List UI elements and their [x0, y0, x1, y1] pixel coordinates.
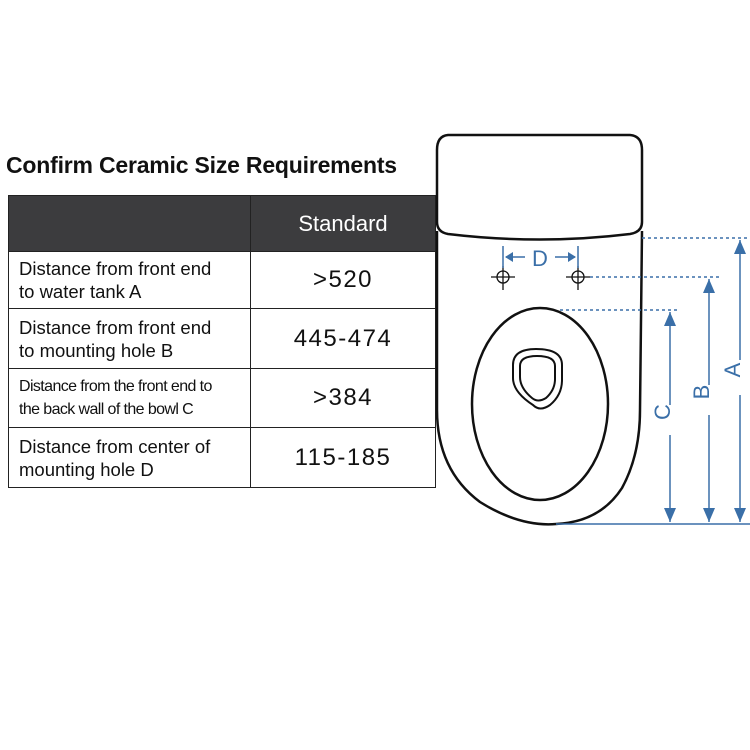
row-label-line2: to water tank A — [19, 281, 142, 302]
dimension-label-c: C — [650, 404, 675, 420]
row-value: >384 — [251, 369, 436, 428]
toilet-outline — [437, 135, 642, 524]
row-label-line1: Distance from center of — [19, 435, 211, 457]
page-title: Confirm Ceramic Size Requirements — [6, 152, 397, 178]
row-label-line1: Distance from the front end to — [19, 378, 212, 395]
tank-outline — [437, 135, 642, 240]
row-value: 115-185 — [251, 428, 436, 488]
row-value: 445-474 — [251, 309, 436, 369]
row-label-line1: Distance from front end — [19, 316, 212, 338]
dimension-label-b: B — [689, 384, 714, 400]
seat-outline — [472, 308, 608, 500]
row-label-line2: the back wall of the bowl C — [19, 401, 194, 418]
bowl-body-outline — [437, 231, 642, 524]
row-label-line2: to mounting hole B — [19, 339, 174, 361]
row-value: >520 — [251, 252, 436, 309]
bowl-inner — [520, 356, 555, 401]
row-label-line2: mounting hole D — [19, 458, 154, 480]
header-standard: Standard — [251, 196, 436, 252]
dimension-label-d: D — [532, 246, 548, 271]
dimension-label-a: A — [720, 362, 745, 378]
row-label-line1: Distance from front end — [19, 258, 212, 279]
